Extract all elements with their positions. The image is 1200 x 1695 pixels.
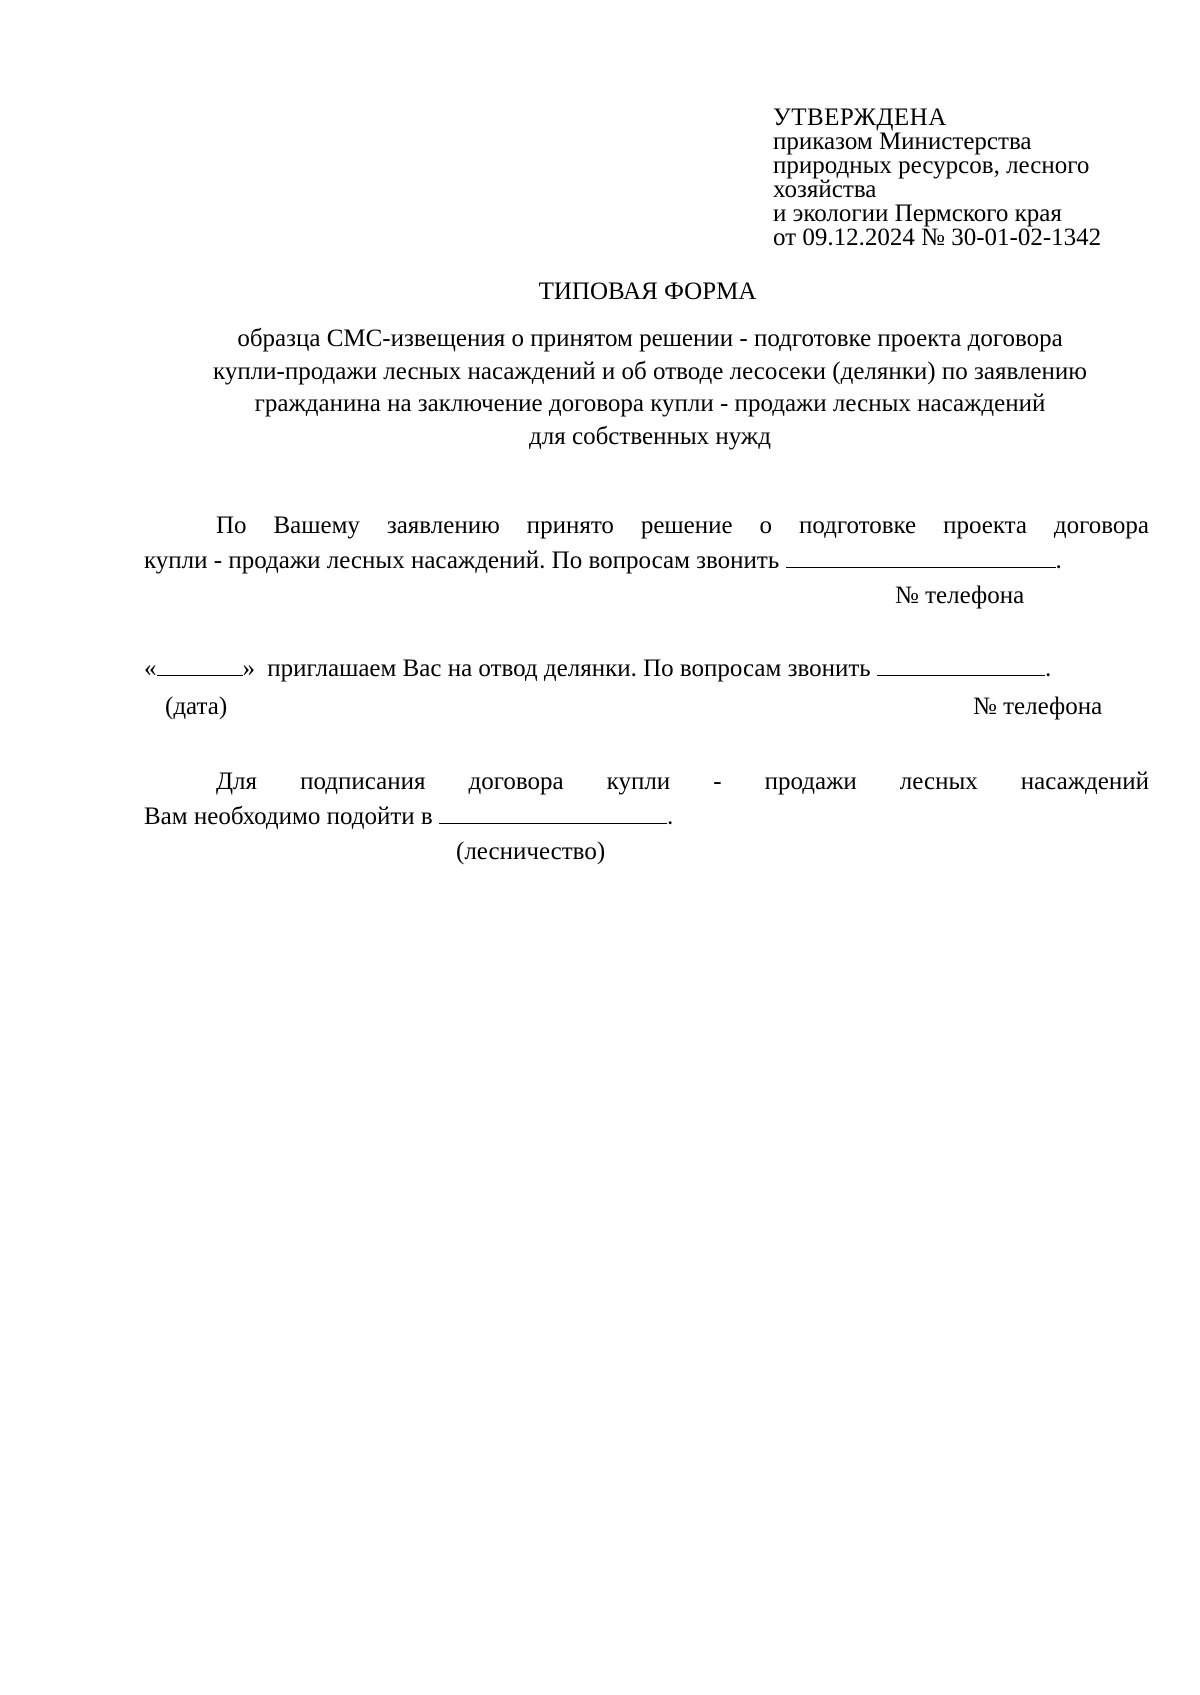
approval-line: природных ресурсов, лесного bbox=[773, 152, 1090, 179]
open-quote: « bbox=[144, 655, 157, 682]
paragraph-text: купли - продажи лесных насаждений. По вопросам звонить bbox=[144, 547, 780, 574]
paragraph-invitation bbox=[144, 656, 1149, 681]
period: . bbox=[1055, 547, 1062, 574]
paragraph-line bbox=[144, 764, 1149, 799]
paragraph-text: По Вашему заявлению принято решение о подготовке проекта договора bbox=[216, 512, 1149, 539]
paragraph-signing bbox=[144, 764, 1149, 834]
period: . bbox=[1044, 655, 1052, 682]
document-title: ТИПОВАЯ ФОРМА bbox=[538, 278, 757, 305]
period: . bbox=[666, 803, 674, 830]
approval-line: и экологии Пермского края bbox=[773, 200, 1062, 227]
approval-line: хозяйства bbox=[773, 176, 877, 203]
subtitle-line: для собственных нужд bbox=[529, 422, 771, 450]
phone-blank-field[interactable] bbox=[786, 548, 1056, 568]
document-subtitle bbox=[140, 323, 1160, 453]
paragraph-text: Вам необходимо подойти в bbox=[144, 803, 433, 830]
paragraph-text: приглашаем Вас на отвод делянки. По вопросам звонить bbox=[267, 655, 871, 682]
paragraph-text: Для подписания договора купли - продажи лесных насаждений bbox=[216, 768, 1149, 795]
approval-heading: УТВЕРЖДЕНА bbox=[773, 104, 947, 131]
date-caption: (дата) bbox=[165, 693, 228, 720]
subtitle-line: образца СМС-извещения о принятом решении - подготовке проекта договора bbox=[237, 325, 1063, 352]
approval-line: от 09.12.2024 № 30-01-02-1342 bbox=[773, 224, 1102, 251]
paragraph-line bbox=[144, 799, 1149, 834]
approval-line: приказом Министерства bbox=[773, 128, 1032, 155]
phone-blank-field[interactable] bbox=[877, 656, 1045, 676]
forestry-caption: (лесничество) bbox=[456, 838, 606, 865]
forestry-blank-field[interactable] bbox=[439, 804, 667, 824]
phone-number-caption: № телефона bbox=[895, 582, 1025, 609]
paragraph-line bbox=[144, 508, 1149, 543]
subtitle-line: гражданина на заключение договора купли - продажи лесных насаждений bbox=[254, 390, 1046, 417]
subtitle-line: купли-продажи лесных насаждений и об отводе лесосеки (делянки) по заявлению bbox=[213, 357, 1087, 385]
paragraph-line bbox=[144, 543, 1149, 578]
date-blank-field[interactable] bbox=[157, 656, 243, 676]
close-quote: » bbox=[242, 655, 255, 682]
phone-number-caption: № телефона bbox=[973, 693, 1103, 720]
approval-stamp bbox=[773, 106, 1173, 250]
paragraph-decision bbox=[144, 508, 1149, 578]
